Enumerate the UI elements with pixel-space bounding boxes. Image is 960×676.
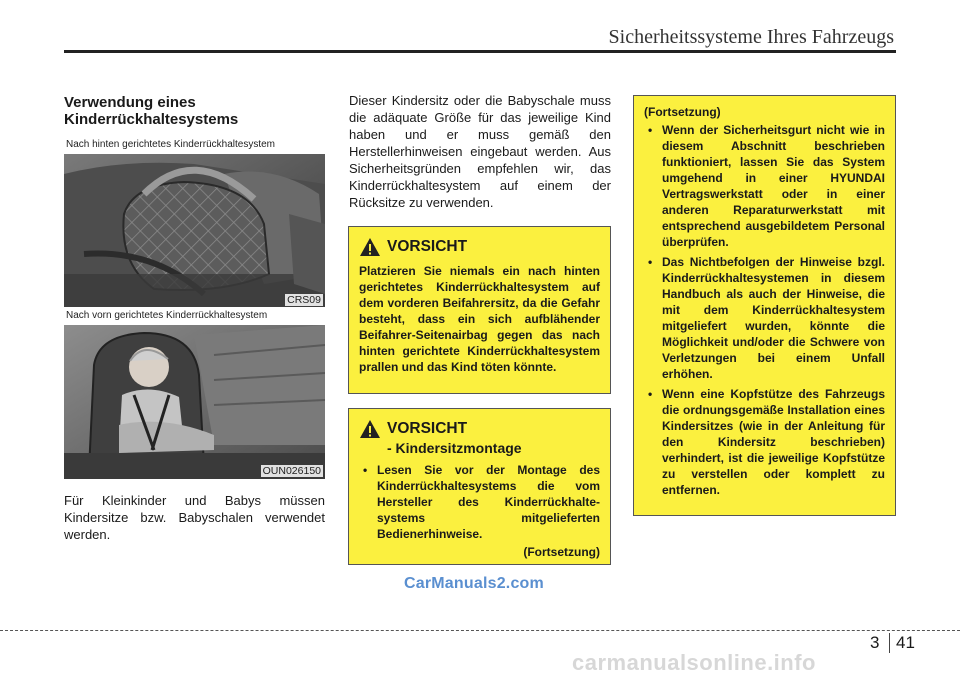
watermark-carmanuals2: CarManuals2.com [404,575,544,592]
continued-label: (Fortsetzung) [644,105,721,119]
header-rule [64,50,896,53]
warning-list-item: • Wenn der Sicherheitsgurt nicht wie in diesem Abschnitt beschrieben funktioniert, lassen Sie das System umgehend in einer HYUNDAI Vertragswerkstatt oder in einer anderen Reparaturwerkstatt mit entsprechend ausgebildetem Personal überprüfen. [644,122,885,250]
warning-list-item: • Das Nichtbefolgen der Hinweise bzgl. Kinderrückhaltesystemen in diesem Handbuch als auch der Hinweise, die mit dem Kinderrückhaltesystem mitgeliefert wurden, könnte die Möglichkeit und/oder die Schwere von Verletzungen bei einem Unfall erhöhen. [644,254,885,382]
forward-facing-seat-photo [64,325,325,479]
warning-box-installation [348,408,611,565]
figure-caption: Nach vorn gerichtetes Kinderrückhaltesystem [64,307,325,325]
figure-forward-facing-seat [64,307,325,479]
warning-title: VORSICHT [387,420,468,437]
warning-header [359,419,600,439]
continued-label: (Fortsetzung) [523,545,600,559]
warning-triangle-icon [359,419,381,439]
warning-box-airbag [348,226,611,394]
chapter-number: 3 [870,633,880,652]
section-heading-line1: Verwendung eines [64,94,196,111]
footer-rule [0,630,960,631]
warning-triangle-icon [359,237,381,257]
running-header: Sicherheitssysteme Ihres Fahrzeugs [608,26,894,48]
watermark-carmanualsonline: carmanualsonline.info [572,650,816,675]
page-number-divider [889,633,890,653]
warning-subtitle: - Kindersitzmontage [387,440,522,456]
warning-list-item: • Lesen Sie vor der Montage des Kinderrückhaltesystems die vom Hersteller des Kinderrückhalte-systems mitgelieferten Bedienerhinweise. [359,462,600,542]
section-heading [64,94,304,128]
warning-box-continued [633,95,896,516]
figure-code: OUN026150 [262,465,321,477]
figure-caption: Nach hinten gerichtetes Kinderrückhaltesystem [64,136,325,154]
warning-title: VORSICHT [387,238,468,255]
left-paragraph: Für Kleinkinder und Babys müssen Kindersitze bzw. Babyschalen verwendet werden. [64,493,325,542]
page-number: 41 [896,633,915,652]
rear-facing-seat-photo [64,154,325,308]
warning-body: Platzieren Sie niemals ein nach hinten gerichtetes Kinderrückhaltesystem auf dem vorderen Beifahrersitz, da die Gefahr besteht, dass ein sich aufblähender Beifahrer-Seitenairbag gegen das nach hinten gerichtete Kinderrückhaltesystem prallen und das Kind töten könnte. [359,264,600,374]
figure-rear-facing-seat [64,136,325,308]
figure-code: CRS09 [287,294,321,306]
section-heading-line2: Kinderrückhaltesystems [64,111,239,128]
middle-paragraph: Dieser Kindersitz oder die Babyschale muss die adäquate Größe für das jeweilige Kind haben und er muss gemäß den Herstellerhinweisen eingebaut werden. Aus Sicherheitsgründen empfehlen wir, das Kinderrückhaltesystem auf einem der Rücksitze zu verwenden. [349,93,611,210]
warning-header [359,237,600,257]
warning-list-item: • Wenn eine Kopfstütze des Fahrzeugs die ordnungsgemäße Installation eines Kindersitzes (wie in der Anleitung für den Kindersitz beschrieben) verhindert, ist die jeweilige Kopfstütze zu verstellen oder komplett zu entfernen. [644,386,885,498]
